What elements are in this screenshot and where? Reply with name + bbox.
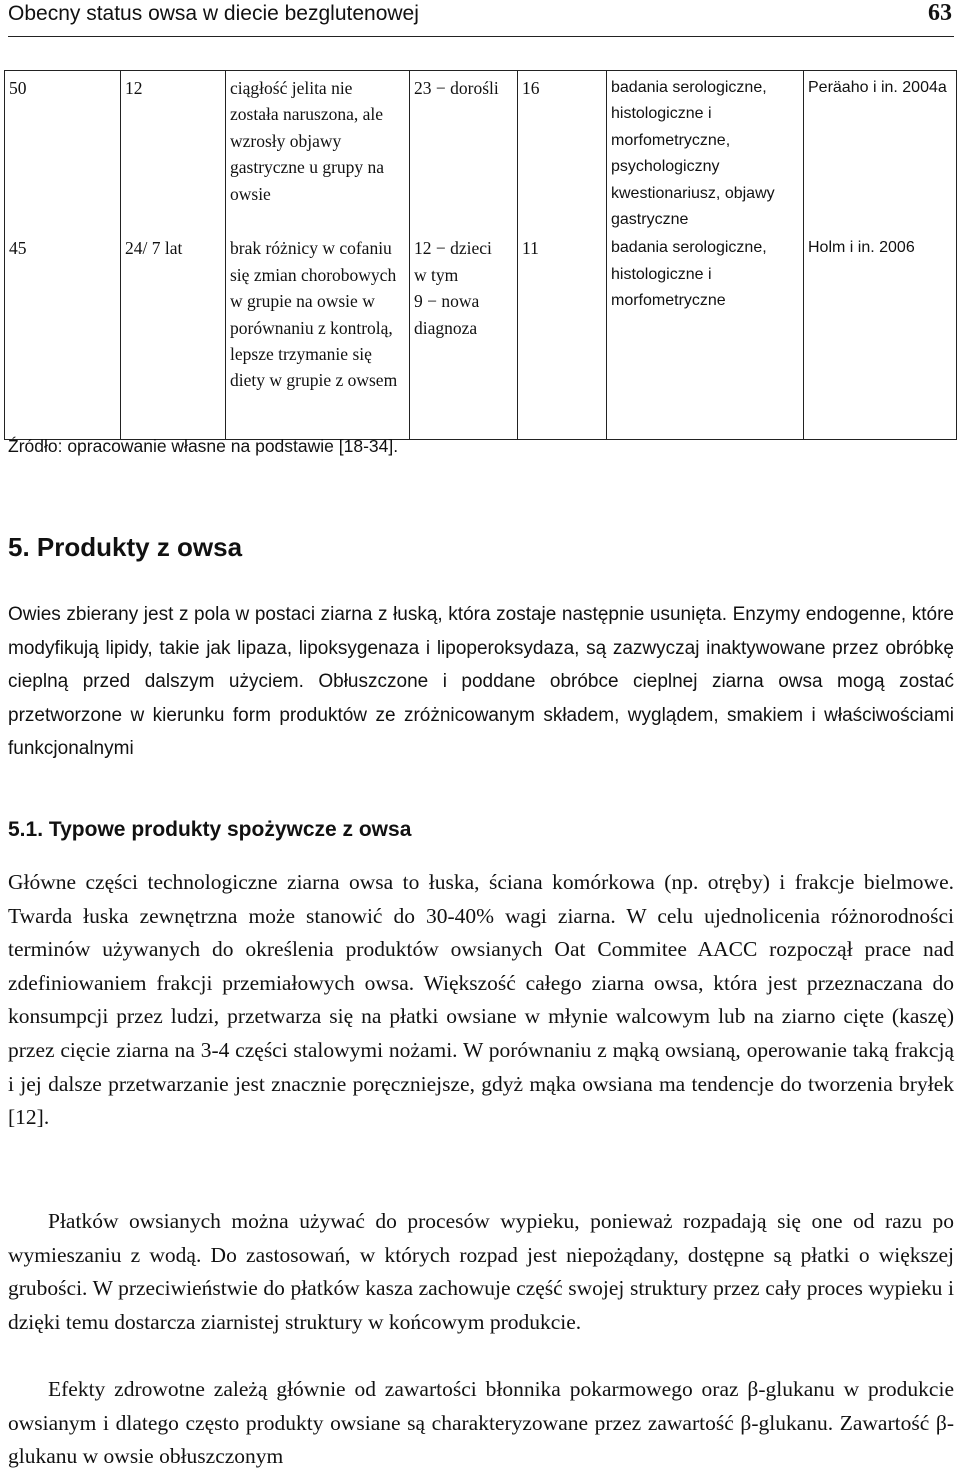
table-cell [410,233,518,440]
table-cell: Holm i in. 2006 [804,233,957,440]
table-cell: 23 − dorośli [410,71,518,234]
table-cell: brak różnicy w cofaniu się zmian chorobowych w grupie na owsie w porównaniu z kontrolą, lepsze trzymanie się diety w grupie z owsem [226,233,410,440]
paragraph: Efekty zdrowotne zależą głównie od zawartości błonnika pokarmowego oraz β-glukanu w produkcie owsianym i dlatego często produkty owsiane są charakteryzowane przez zawartość β-glukanu. Zawartość β-glukanu w owsie obłuszczonym [8,1377,954,1469]
running-title: Obecny status owsa w diecie bezglutenowej [8,2,419,25]
paragraph: Główne części technologiczne ziarna owsa to łuska, ściana komórkowa (np. otręby) i frakcje bielmowe. Twarda łuska zewnętrzna może stanowić do 30-40% wagi ziarna. W celu ujednolicenia różnorodności terminów używanych do określenia produktów owsianych Oat Commitee AACC rozpoczął prace nad zdefiniowaniem frakcji przemiałowych owsa. Większość całego ziarna owsa, która jest przeznaczana do konsumpcji przez ludzi, przetwarza się na płatki owsiane w młynie walcowym lub na ziarno cięte (kaszę) przez cięcie ziarna na 3-4 części stalowymi nożami. W porównaniu z mąką owsianą, operowanie taką frakcją i jej dalsze przetwarzanie jest znacznie poręczniejsze, gdyż mąka owsiana ma tendencje do tworzenia bryłek [12]. [8,870,954,1130]
page-number: 63 [928,0,952,26]
paragraph: Owies zbierany jest z pola w postaci ziarna z łuską, która zostaje następnie usunięta. Enzymy endogenne, które modyfikują lipidy, takie jak lipaza, lipoksygenaza i lipoperoksydaza, są zazwyczaj inaktywowane przez obróbkę cieplną przed dalszym użyciem. Obłuszczone i poddane obróbce cieplnej ziarna owsa mogą zostać przetworzone w kierunku form produktów ze zróżnicowanym składem, wyglądem, smakiem i właściwościami funkcjonalnymi [8,604,954,760]
page-header [8,0,954,37]
subsection-heading: 5.1. Typowe produkty spożywcze z owsa [8,818,412,841]
table-cell: Peräaho i in. 2004a [804,71,957,234]
table-row [5,71,957,234]
table-cell: badania serologiczne, histologiczne i morfometryczne [607,233,804,440]
paragraph: Płatków owsianych można używać do procesów wypieku, ponieważ rozpadają się one od razu po wymieszaniu z wodą. Do zastosowań, w których rozpad jest niepożądany, dostępne są płatki o większej grubości. W przeciwieństwie do płatków kasza zachowuje część swojej struktury przez cały proces wypieku i dzięki temu dostarcza ziarnistej struktury w końcowym produkcie. [8,1209,954,1334]
table-cell: 12 [121,71,226,234]
participants-group: 12 − dzieci [414,238,492,259]
table-cell: ciągłość jelita nie została naruszona, ale wzrosły objawy gastryczne u grupy na owsie [226,71,410,234]
participants-sub: w tym [414,264,459,285]
table-row [5,233,957,440]
study-table [4,70,957,440]
table-cell: 11 [518,233,607,440]
table-cell: 50 [5,71,121,234]
participants-sub: diagnoza [414,317,478,338]
participants-sub: 9 − nowa [414,291,480,312]
table-cell: 45 [5,233,121,440]
table-source-note: Źródło: opracowanie własne na podstawie [18-34]. [8,436,399,456]
table-cell: 24/ 7 lat [121,233,226,440]
table-cell: badania serologiczne, histologiczne i morfometryczne, psychologiczny kwestionariusz, objawy gastryczne [607,71,804,234]
table-cell: 16 [518,71,607,234]
section-heading: 5. Produkty z owsa [8,532,243,562]
